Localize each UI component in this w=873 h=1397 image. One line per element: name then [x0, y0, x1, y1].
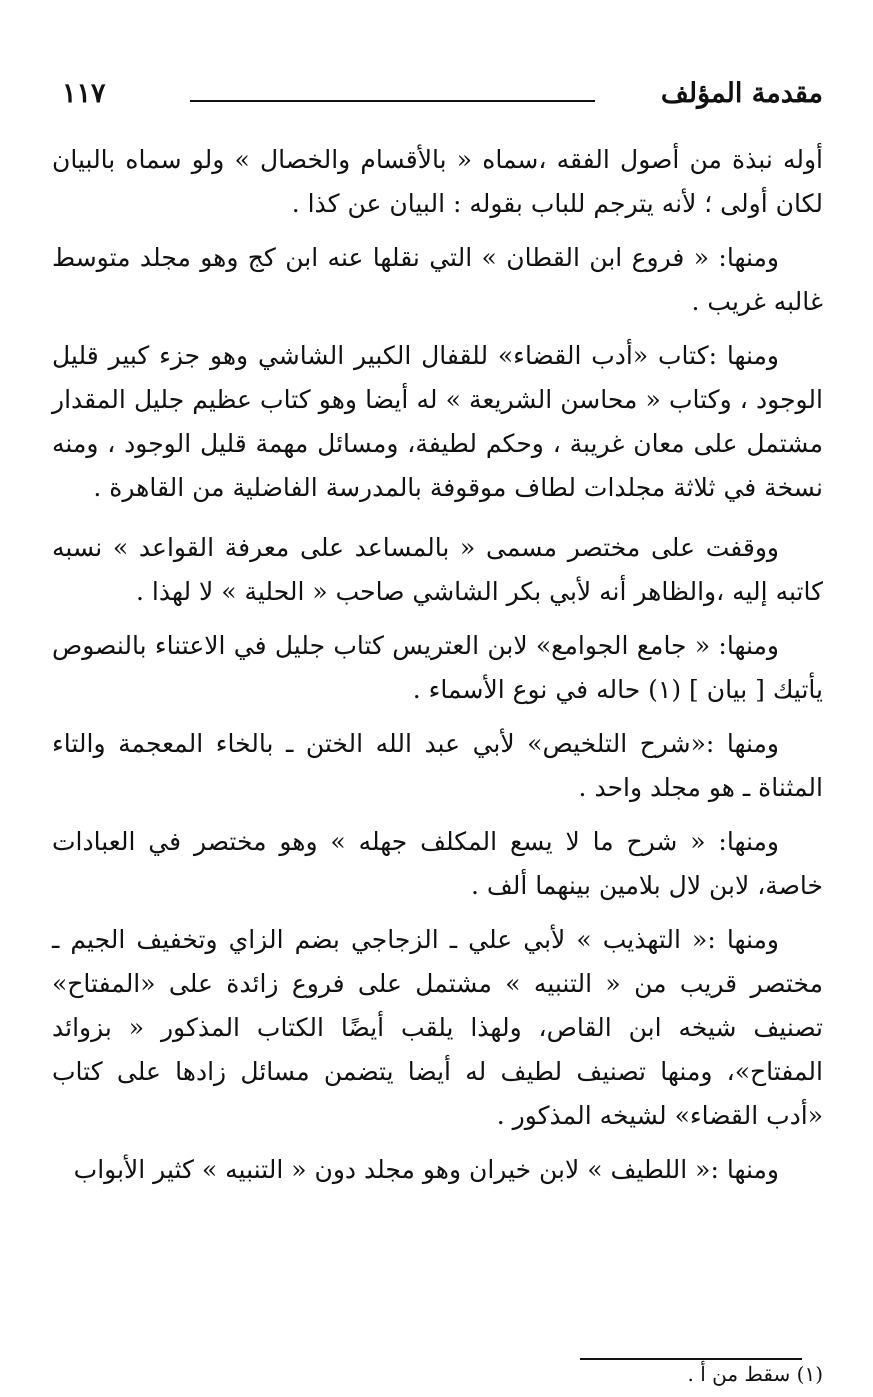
running-header [62, 78, 823, 118]
paragraph: ومنها: « شرح ما لا يسع المكلف جهله » وهو مختصر في العبادات خاصة، لابن لال بلامين بينهما ألف . [52, 827, 823, 900]
paragraph: ومنها :كتاب «أدب القضاء» للقفال الكبير الشاشي وهو جزء كبير قليل الوجود ، وكتاب « محاسن الشريعة » له أيضا وهو كتاب عظيم جليل المقدار مشتمل على معان غريبة ، وحكم لطيفة، ومسائل مهمة قليل الوجود ، ومنه نسخة في ثلاثة مجلدات لطاف موقوفة بالمدرسة الفاضلية من القاهرة . [52, 341, 823, 502]
footnote: (١) سقط من أ . [687, 1362, 823, 1386]
paragraph: ومنها :«شرح التلخيص» لأبي عبد الله الختن ـ بالخاء المعجمة والتاء المثناة ـ هو مجلد واحد . [52, 729, 823, 802]
page-number: ١١٧ [62, 78, 106, 109]
paragraph: ومنها :« التهذيب » لأبي علي ـ الزجاجي بضم الزاي وتخفيف الجيم ـ مختصر قريب من « التنبيه » مشتمل على فروع زائدة على «المفتاح» تصنيف شيخه ابن القاص، ولهذا يلقب أيضًا الكتاب المذكور « بزوائد المفتاح»، ومنها تصنيف لطيف له أيضا يتضمن مسائل زادها على كتاب «أدب القضاء» لشيخه المذكور . [52, 925, 823, 1130]
paragraph: ومنها :« اللطيف » لابن خيران وهو مجلد دون « التنبيه » كثير الأبواب [73, 1155, 779, 1184]
footnote-rule [580, 1358, 802, 1360]
header-rule [190, 100, 595, 102]
paragraph: أوله نبذة من أصول الفقه ،سماه « بالأقسام والخصال » ولو سماه بالبيان لكان أولى ؛ لأنه يترجم للباب بقوله : البيان عن كذا . [52, 145, 823, 218]
paragraph: ومنها: « فروع ابن القطان » التي نقلها عنه ابن كج وهو مجلد متوسط غالبه غريب . [52, 243, 823, 316]
header-title: مقدمة المؤلف [660, 78, 823, 109]
paragraph: ومنها: « جامع الجوامع» لابن العتريس كتاب جليل في الاعتناء بالنصوص يأتيك [ بيان ] (١) حاله في نوع الأسماء . [52, 631, 823, 704]
body-text [52, 138, 823, 1202]
paragraph: ووقفت على مختصر مسمى « بالمساعد على معرفة القواعد » نسبه كاتبه إليه ،والظاهر أنه لأبي بكر الشاشي صاحب « الحلية » لا لهذا . [52, 533, 823, 606]
